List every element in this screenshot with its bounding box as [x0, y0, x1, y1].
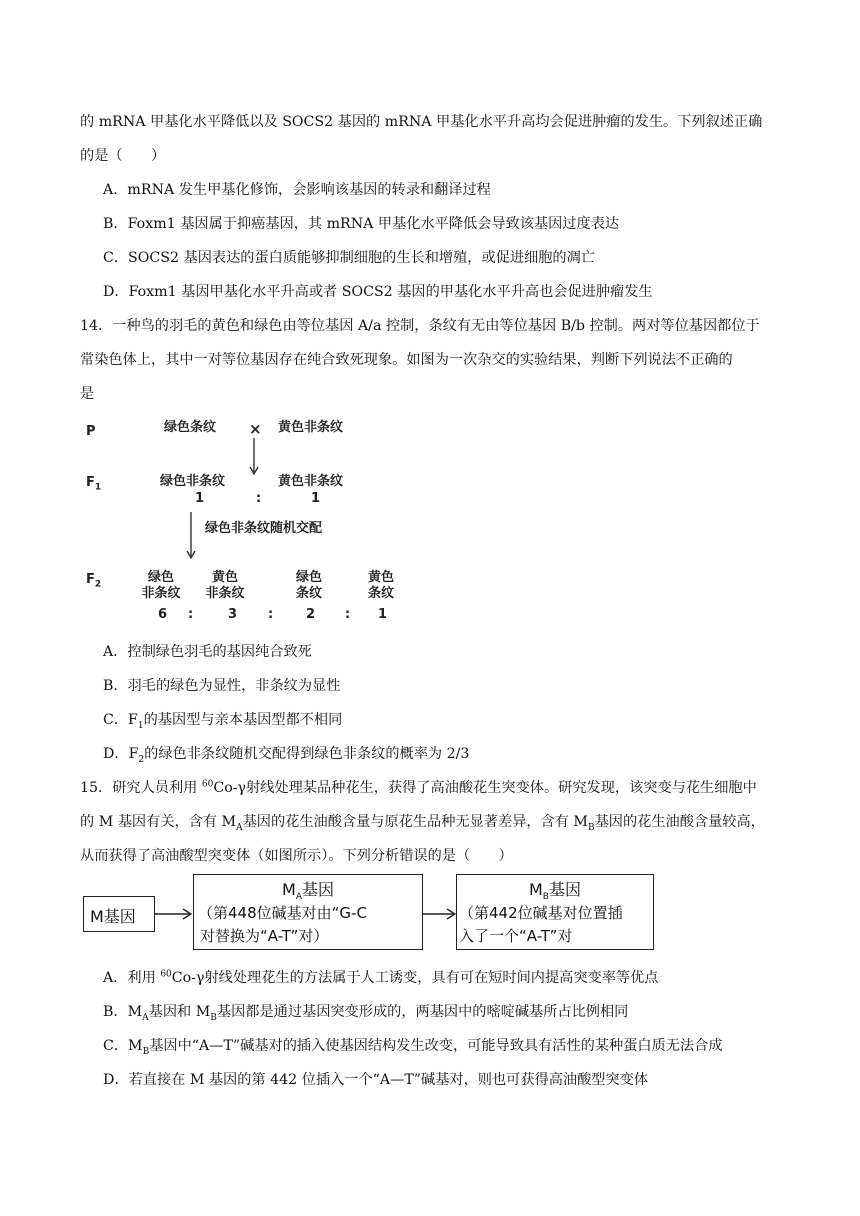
f2-class-4-color: 黄色	[367, 570, 394, 585]
q15-option-b	[103, 1002, 628, 1022]
p-generation-label: P	[86, 424, 96, 439]
f2-class-4-pattern: 条纹	[367, 586, 394, 601]
mb-gene-box	[456, 874, 654, 950]
f2-label-subscript: 2	[94, 579, 102, 590]
ma-gene-desc-1: （第448位碱基对由“G-C	[198, 904, 367, 922]
f2-ratio-colon: :	[268, 607, 274, 622]
f1-offspring-left: 绿色非条纹	[160, 474, 226, 489]
f2-ratio-1: 6	[158, 607, 168, 622]
f2-class-1-color: 绿色	[147, 570, 174, 585]
f2-class-3	[284, 570, 334, 602]
q14-option-c	[103, 710, 342, 730]
q14-option-b: B．羽毛的绿色为显性，非条纹为显性	[103, 678, 341, 694]
ma-gene-title	[194, 877, 422, 903]
f2-class-1	[136, 570, 186, 602]
q15-option-a-text: Co-γ射线处理花生的方法属于人工诱变，具有可在短时间内提高突变率等优点	[171, 970, 659, 986]
q15-option-d: D．若直接在 M 基因的第 442 位插入一个“A—T”碱基对，则也可获得高油酸型突变体	[103, 1072, 649, 1088]
f1-offspring-right: 黄色非条纹	[278, 474, 344, 489]
q15-option-a-prefix: A．利用	[103, 970, 161, 986]
q14-option-c-text: 的基因型与亲本基因型都不相同	[143, 712, 343, 728]
q15-subscript-a: A	[236, 822, 243, 833]
q15-stem-text: Co-γ射线处理某品种花生，获得了高油酸花生突变体。研究发现，该突变与花生细胞中	[213, 780, 757, 796]
q14-option-c-prefix: C．F	[103, 712, 138, 728]
q15-subscript-b: B	[587, 822, 595, 833]
mb-gene-title	[457, 877, 653, 903]
q15-isotope-superscript: 60	[201, 779, 214, 790]
p-parent-left: 绿色条纹	[164, 420, 217, 435]
mb-gene-desc-2: 入了一个“A-T”对	[459, 927, 573, 945]
ma-title-gene: 基因	[301, 880, 334, 899]
q14-option-c-subscript: 1	[137, 720, 144, 731]
q14-stem-line-2: 常染色体上，其中一对等位基因存在纯合致死现象。如图为一次杂交的实验结果，判断下列说法不正确的	[80, 352, 733, 368]
f2-ratio-3: 2	[306, 607, 316, 622]
q13-stem-line-2: 的是（ ）	[80, 148, 166, 164]
q15-option-a	[103, 968, 658, 988]
f2-class-2	[200, 570, 250, 602]
q15-option-a-superscript: 60	[160, 969, 172, 980]
f1-generation-label	[86, 475, 101, 491]
q14-option-a: A．控制绿色羽毛的基因纯合致死	[103, 644, 312, 660]
f2-ratio-4: 1	[378, 607, 388, 622]
f2-ratio-colon: :	[188, 607, 194, 622]
q14-option-d-prefix: D．F	[103, 746, 139, 762]
f2-class-2-pattern: 非条纹	[205, 586, 245, 601]
p-parent-right: 黄色非条纹	[278, 420, 344, 435]
ma-title-subscript: A	[295, 892, 302, 903]
q15-option-b-a: B．M	[103, 1004, 143, 1020]
m-gene-label: M基因	[90, 907, 136, 926]
q15-stem-2c: 基因的花生油酸含量较高，	[594, 814, 765, 830]
q14-option-d-text: 的绿色非条纹随机交配得到绿色非条纹的概率为 2/3	[144, 746, 470, 762]
f2-class-3-pattern: 条纹	[295, 586, 322, 601]
f2-ratio-colon: :	[345, 607, 351, 622]
q13-option-b: B．Foxm1 基因属于抑癌基因，其 mRNA 甲基化水平降低会导致该基因过度表达	[103, 216, 620, 232]
q15-stem-2a: 的 M 基因有关，含有 M	[80, 814, 237, 830]
q15-option-b-c: 基因都是通过基因突变形成的，两基因中的嘧啶碱基所占比例相同	[216, 1004, 629, 1020]
f2-generation-label	[86, 572, 101, 588]
q14-stem-line-1: 14．一种鸟的羽毛的黄色和绿色由等位基因 A/a 控制，条纹有无由等位基因 B/b 控制。两对等位基因都位于	[80, 318, 760, 334]
f1-label-subscript: 1	[94, 482, 102, 493]
q14-option-d	[103, 744, 469, 764]
arrow-right-icon	[423, 906, 459, 922]
f2-class-4	[356, 570, 406, 602]
q15-option-c-sub: B	[142, 1046, 150, 1057]
q13-option-a: A．mRNA 发生甲基化修饰，会影响该基因的转录和翻译过程	[103, 182, 491, 198]
cross-symbol: ×	[249, 420, 262, 438]
mb-title-m: M	[528, 880, 543, 899]
q14-stem-line-3: 是	[80, 386, 95, 402]
q15-stem-2b: 基因的花生油酸含量与原花生品种无显著差异，含有 M	[242, 814, 588, 830]
q15-stem-prefix: 15．研究人员利用	[80, 780, 202, 796]
arrow-down-icon	[246, 438, 262, 480]
f1-ratio-left: 1	[195, 491, 205, 506]
random-mating-label: 绿色非条纹随机交配	[205, 521, 323, 536]
arrow-right-icon	[155, 906, 195, 922]
mb-gene-desc-1: （第442位碱基对位置插	[459, 904, 623, 922]
f1-label-f: F	[86, 475, 95, 490]
q13-stem-line-1: 的 mRNA 甲基化水平降低以及 SOCS2 基因的 mRNA 甲基化水平升高均会促进肿瘤的发生。下列叙述正确	[80, 114, 763, 130]
mb-title-subscript: B	[542, 892, 549, 903]
f2-ratio-2: 3	[228, 607, 238, 622]
arrow-down-icon	[183, 512, 199, 562]
q13-option-c: C．SOCS2 基因表达的蛋白质能够抑制细胞的生长和增殖，或促进细胞的凋亡	[103, 250, 595, 266]
q15-option-c-b: 基因中“A—T”碱基对的插入使基因结构发生改变，可能导致具有活性的某种蛋白质无法合成	[149, 1038, 723, 1054]
f2-label-f: F	[86, 572, 95, 587]
ma-title-m: M	[282, 880, 296, 899]
f2-class-3-color: 绿色	[295, 570, 322, 585]
q15-option-b-sub1: A	[142, 1012, 149, 1023]
mb-title-gene: 基因	[548, 880, 581, 899]
f2-class-1-pattern: 非条纹	[141, 586, 181, 601]
ma-gene-desc-2: 对替换为“A-T”对）	[200, 927, 329, 945]
q14-option-d-subscript: 2	[138, 754, 145, 765]
q15-stem-line-1	[80, 778, 757, 798]
q15-option-c-a: C．M	[103, 1038, 143, 1054]
q15-option-b-b: 基因和 M	[148, 1004, 211, 1020]
m-gene-box	[83, 896, 155, 932]
f1-ratio-right: 1	[311, 491, 321, 506]
q15-option-c	[103, 1036, 723, 1056]
q15-stem-line-3: 从而获得了高油酸型突变体（如图所示）。下列分析错误的是（ ）	[80, 848, 513, 864]
q15-stem-line-2	[80, 812, 765, 832]
q15-option-b-sub2: B	[210, 1012, 217, 1023]
q13-option-d: D．Foxm1 基因甲基化水平升高或者 SOCS2 基因的甲基化水平升高也会促进肿瘤发生	[103, 284, 653, 300]
f2-class-2-color: 黄色	[211, 570, 238, 585]
f1-ratio-colon: :	[256, 491, 262, 506]
ma-gene-box	[193, 874, 423, 950]
